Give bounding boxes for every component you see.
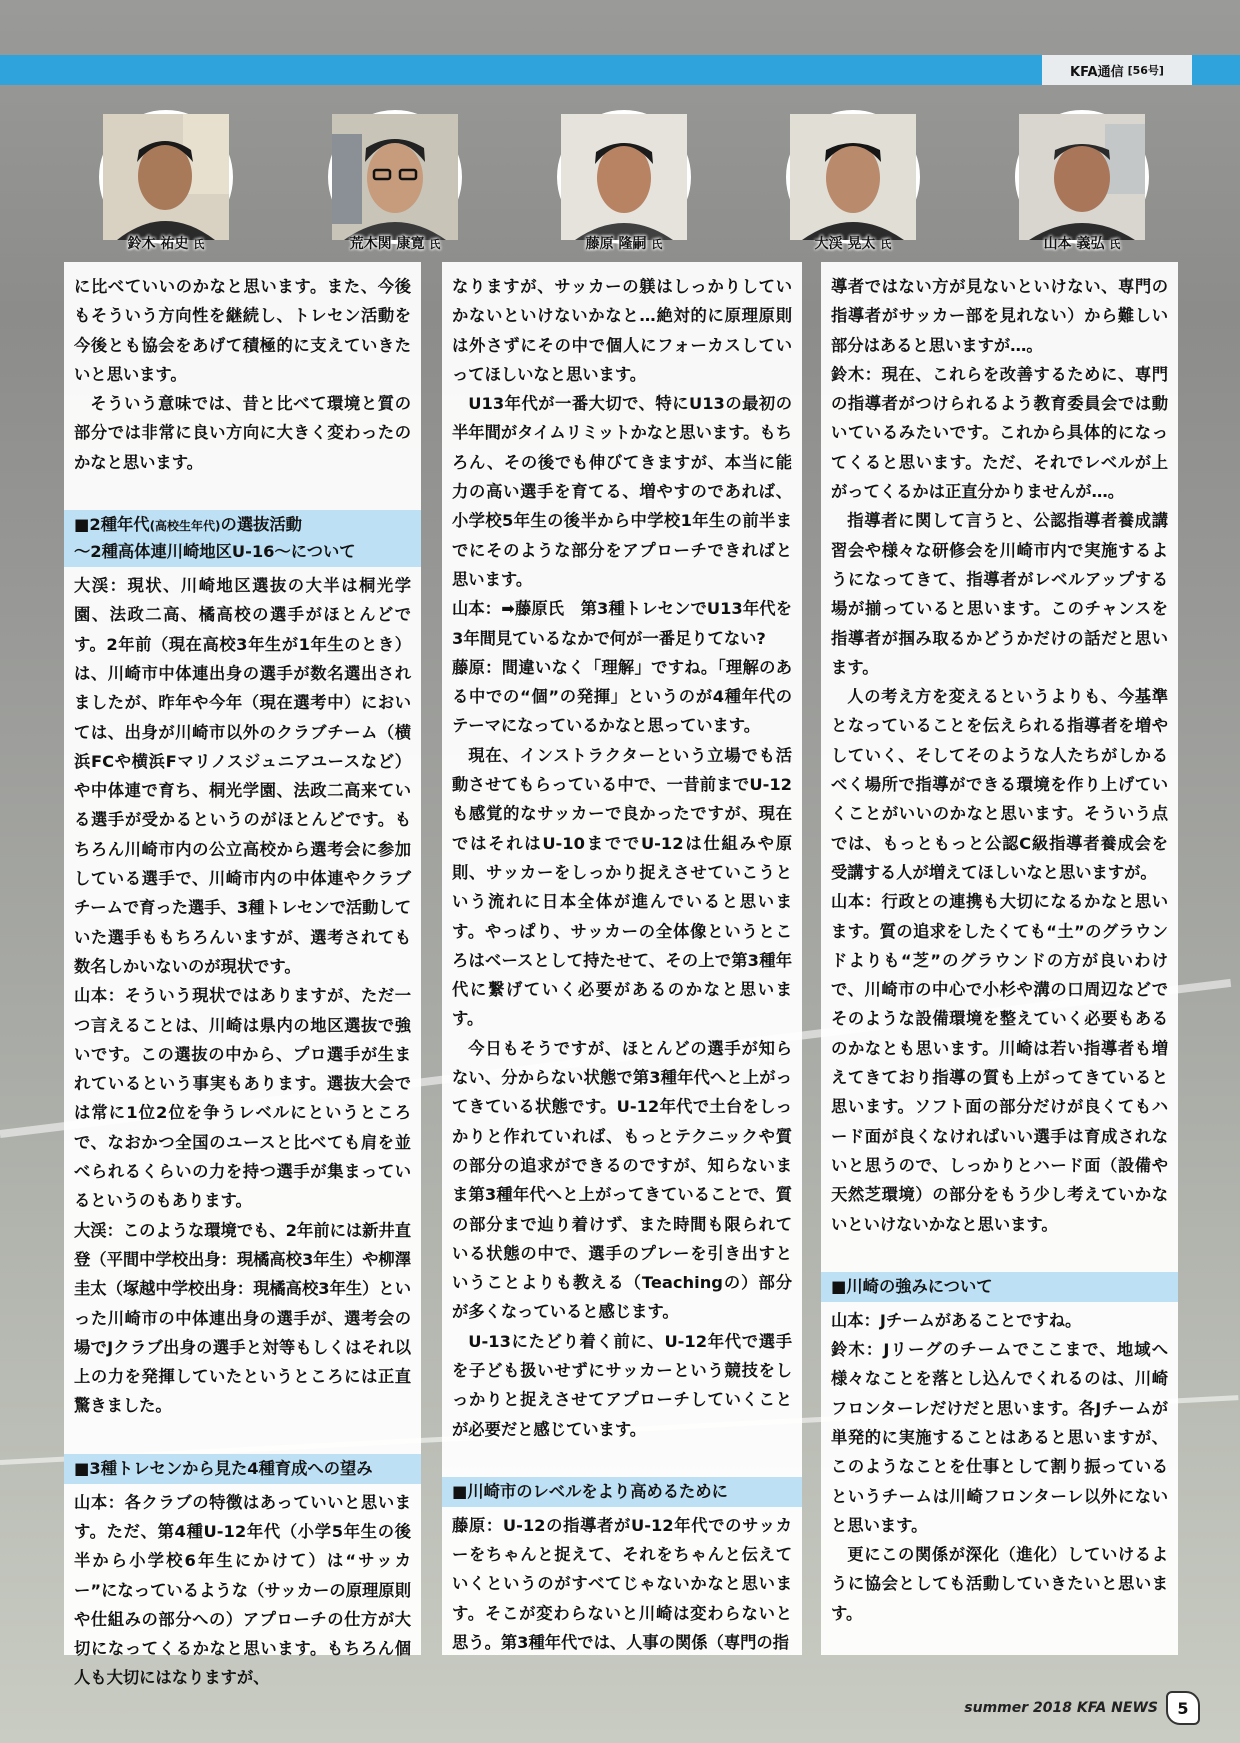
section-heading: ■2種年代(高校生年代)の選抜活動 ～2種高体連川崎地区U-16～について <box>64 510 421 567</box>
header-bar <box>0 55 1240 85</box>
paragraph: 現在、インストラクターという立場でも活動させてもらっている中で、一昔前までU-12も感覚的なサッカーで良かったですが、現在ではそれはU-10まででU-12は仕組みや原則、サッカーをしっかり捉えさせていこうという流れに日本全体が進んでいると思います。やっぱり、サッカーの全体像というところはベースとして持たせて、その上で第3種年代に繋げていく必要があるのかなと思います。 <box>452 745 792 1029</box>
paragraph: 藤原：U-12の指導者がU-12年代でのサッカーをちゃんと捉えて、それをちゃんと伝えていくというのがすべてじゃないかなと思います。そこが変わらないと川崎は変わらないと思う。第3種年代では、人事の関係（専門の指 <box>452 1515 792 1653</box>
portrait-yamamoto <box>1015 110 1149 244</box>
publication-name: KFA通信 <box>1070 64 1124 80</box>
paragraph: 山本：行政との連携も大切になるかなと思います。質の追求をしたくても“土”のグラウンドよりも“芝”のグラウンドの方が良いわけで、川崎市の中心で小杉や溝の口周辺などでそのような設備環境を整えていく必要もあるのかなとも思います。川崎は若い指導者も増えてきており指導の質も上がってきていると思います。ソフト面の部分だけが良くてもハード面が良くなければいい選手は育成されないと思うので、しっかりとハード面（設備や天然芝環境）の部分をもう少し考えていかないといけないかなと思います。 <box>831 892 1168 1234</box>
section-heading: ■川崎市のレベルをより高めるために <box>442 1477 802 1507</box>
text-column-1 <box>64 262 421 1688</box>
portrait-fujiwara <box>557 110 691 244</box>
section-heading: ■3種トレセンから見た4種育成への望み <box>64 1454 421 1484</box>
portrait-suzuki <box>99 110 233 244</box>
paragraph: 指導者に関して言うと、公認指導者養成講習会や様々な研修会を川崎市内で実施するようになってきて、指導者がレベルアップする場が揃っていると思います。このチャンスを指導者が掴み取るかどうかだけの話だと思います。 <box>831 511 1168 677</box>
paragraph: 藤原：間違いなく「理解」ですね。「理解のある中での“個”の発揮」というのが4種年代のテーマになっているかなと思っています。 <box>452 657 792 736</box>
paragraph: 鈴木：Jリーグのチームでここまで、地域へ様々なことを落とし込んでくれるのは、川崎フロンターレだけだと思います。各Jチームが単発的に実施することはあると思いますが、このようなことを仕事として割り振っているというチームは川崎フロンターレ以外にないと思います。 <box>831 1340 1168 1535</box>
paragraph: 今日もそうですが、ほとんどの選手が知らない、分からない状態で第3種年代へと上がってきている状態です。U-12年代で土台をしっかりと作れていれば、もっとテクニックや質の部分の追求ができるのですが、知らないまま第3種年代へと上がってきていることで、質の部分まで辿り着けず、また時間も限られている状態の中で、選手のプレーを引き出すということよりも教える（Teachingの）部分が多くなっていると感じます。 <box>452 1038 792 1322</box>
paragraph: なりますが、サッカーの躾はしっかりしていかないといけないかなと…絶対的に原理原則は外さずにその中で個人にフォーカスしていってほしいなと思います。 <box>452 277 792 384</box>
paragraph: 大渓：現状、川崎地区選抜の大半は桐光学園、法政二高、橘高校の選手がほとんどです。2年前（現在高校3年生が1年生のとき）は、川崎市中体連出身の選手が数名選出されましたが、昨年や今年（現在選考中）においては、出身が川崎市以外のクラブチーム（横浜FCや横浜Fマリノスジュニアユースなど）や中体連で育ち、桐光学園、法政二高来ている選手が受かるというのがほとんどです。もちろん川崎市内の公立高校から選考会に参加している選手で、川崎市内の中体連やクラブチームで育った選手、3種トレセンで活動していた選手ももちろんいますが、選考されても数名しかいないのが現状です。 <box>74 576 411 976</box>
portrait-ootani <box>786 110 920 244</box>
paragraph: 山本：Jチームがあることですね。 <box>831 1310 1082 1330</box>
paragraph: U-13にたどり着く前に、U-12年代で選手を子ども扱いせずにサッカーという競技をしっかりと捉えさせてアプローチしていくことが必要だと感じています。 <box>452 1331 792 1439</box>
text-column-2 <box>442 262 802 1655</box>
portrait-label: 藤原 隆嗣 氏 <box>585 236 663 252</box>
paragraph: 導者ではない方が見ないといけない、専門の指導者がサッカー部を見れない）から難しい部分はあると思いますが…。 <box>831 277 1168 355</box>
paragraph: そういう意味では、昔と比べて環境と質の部分では非常に良い方向に大きく変わったのかなと思います。 <box>74 394 411 472</box>
text-column-3 <box>821 262 1178 1655</box>
paragraph: 鈴木：現在、これらを改善するために、専門の指導者がつけられるよう教育委員会では動いているみたいです。これから具体的になってくると思います。ただ、それでレベルが上がってくるかは正直分かりませんが…。 <box>831 364 1168 502</box>
paragraph: に比べていいのかなと思います。また、今後もそういう方向性を継続し、トレセン活動を今後とも協会をあげて積極的に支えていきたいと思います。 <box>74 277 411 384</box>
issue-tag <box>1042 55 1192 85</box>
footer-text: summer 2018 KFA NEWS <box>964 1700 1158 1716</box>
paragraph: 人の考え方を変えるというよりも、今基準となっていることを伝えられる指導者を増やしていく、そしてそのような人たちがしかるべく場所で指導ができる環境を作り上げていくことがいいのかなと思います。そういう点では、もっともっと公認C級指導者養成会を受講する人が増えてほしいなと思いますが。 <box>831 687 1168 882</box>
issue-number: [56号] <box>1127 64 1164 77</box>
paragraph: 山本：そういう現状ではありますが、ただ一つ言えることは、川崎は県内の地区選抜で強いです。この選抜の中から、プロ選手が生まれているという事実もあります。選抜大会では常に1位2位を争うレベルにというところで、なおかつ全国のユースと比べても肩を並べられるくらいの力を持つ選手が集まっているというのもあります。 <box>74 986 411 1211</box>
paragraph: 大渓：このような環境でも、2年前には新井直登（平間中学校出身：現橘高校3年生）や柳澤圭太（塚越中学校出身：現橘高校3年生）といった川崎市の中体連出身の選手が、選考会の場でJクラブ出身の選手と対等もしくはそれ以上の力を発揮していたというところには正直驚きました。 <box>74 1220 411 1416</box>
portrait-label: 荒木関 康寛 氏 <box>349 236 441 252</box>
page-number: 5 <box>1166 1691 1200 1725</box>
paragraph: 更にこの関係が深化（進化）していけるように協会としても活動していきたいと思います。 <box>831 1545 1168 1623</box>
section-heading: ■川崎の強みについて <box>821 1272 1178 1302</box>
portrait-label: 鈴木 祐史 氏 <box>127 236 205 252</box>
portrait-label: 山本 義弘 氏 <box>1043 236 1121 252</box>
page-footer <box>964 1691 1200 1725</box>
paragraph: U13年代が一番大切で、特にU13の最初の半年間がタイムリミットかなと思います。もちろん、その後でも伸びてきますが、本当に能力の高い選手を育てる、増やすのであれば、小学校5年生の後半から中学校1年生の前半までにそのような部分をアプローチできればと思います。 <box>452 394 792 589</box>
paragraph: 山本：各クラブの特徴はあっていいと思います。ただ、第4種U-12年代（小学5年生の後半から小学校6年生にかけて）は“サッカー”になっているような（サッカーの原理原則や仕組みの部分への）アプローチの仕方が大切になってくるかなと思います。もちろん個人も大切にはなりますが、 <box>74 1492 411 1688</box>
portrait-label: 大渓 晃太 氏 <box>814 236 892 252</box>
portrait-arakizeki <box>328 110 462 244</box>
paragraph: 山本：➡藤原氏 第3種トレセンでU13年代を3年間見ているなかで何が一番足りてない? <box>452 599 792 648</box>
